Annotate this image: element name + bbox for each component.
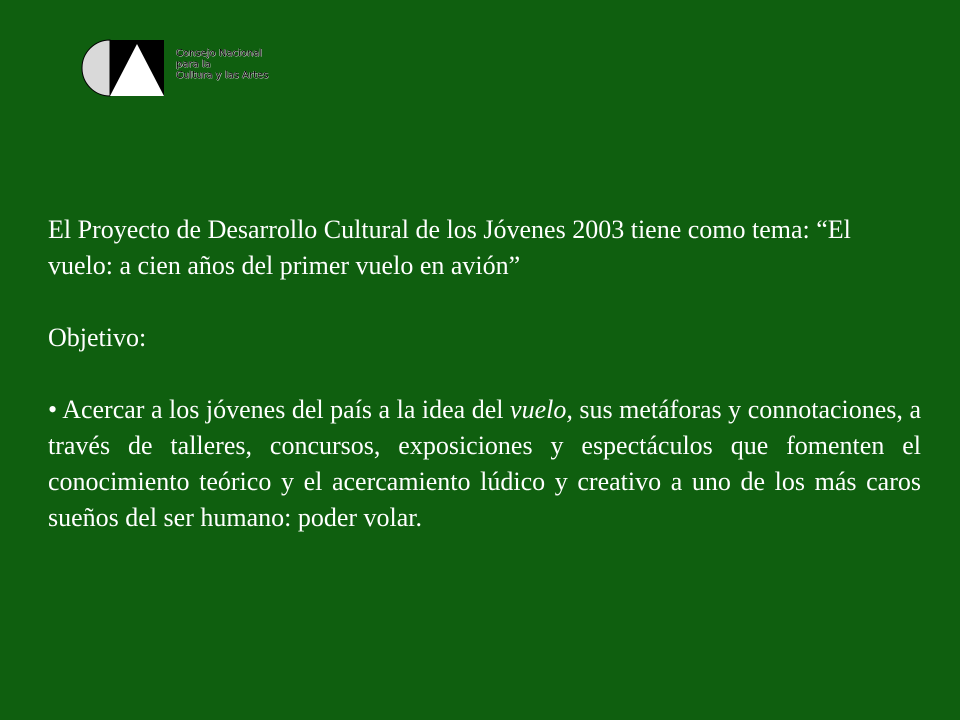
objective-italic-word: vuelo, (510, 395, 573, 424)
logo-mark (80, 38, 166, 98)
bullet-point: • (48, 395, 58, 424)
objective-text-part-1: Acercar a los jóvenes del país a la idea del (57, 395, 511, 424)
cnca-logo-icon (80, 38, 166, 98)
objective-paragraph (48, 392, 921, 536)
logo-text-line-2: para la (176, 59, 211, 70)
objective-text-part-2: sus metáforas y connotaciones, a través de talleres, concursos, exposiciones y espectáculos que fomenten el conocimiento teórico y el acercamiento lúdico y creativo a uno de los más caros sueños del ser humano: poder volar. (48, 395, 921, 532)
logo-text-line-3: Cultura y las Artes (176, 70, 269, 81)
logo-text (176, 48, 268, 81)
intro-paragraph: El Proyecto de Desarrollo Cultural de los Jóvenes 2003 tiene como tema: “El vuelo: a cien años del primer vuelo en avión” (48, 215, 851, 280)
slide-content (48, 212, 921, 536)
logo-text-line-1: Consejo Nacional (176, 48, 263, 59)
objective-heading: Objetivo: (48, 323, 147, 352)
